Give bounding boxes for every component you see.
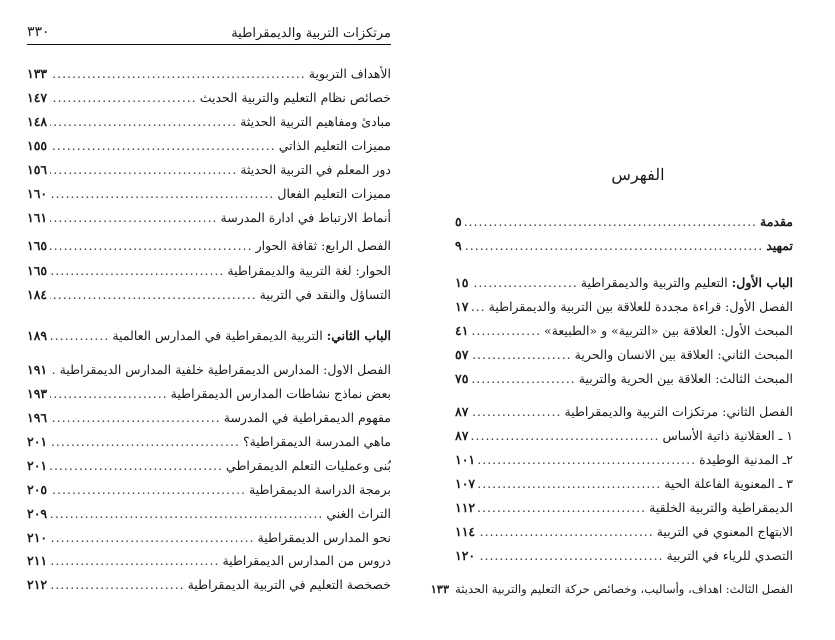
toc-entry	[27, 185, 391, 203]
leader-dots	[50, 409, 221, 427]
toc-entry	[455, 322, 793, 340]
toc-entry-page: ١٦٠	[27, 186, 48, 201]
toc-entry-page: ٢٠٩	[27, 506, 48, 521]
toc-entry	[27, 576, 391, 594]
toc-entry-page: ١٧	[455, 299, 469, 314]
toc-entry	[27, 89, 391, 107]
leader-dots	[50, 433, 240, 451]
toc-entry-page: ١٨٩	[27, 328, 48, 343]
header-rule	[27, 44, 391, 45]
toc-entry-page: ١٢٠	[455, 548, 476, 563]
toc-entry-page: ٩	[455, 238, 462, 253]
toc-entry-title: ١ ـ العقلانية ذاتية الأساس	[662, 428, 793, 443]
leader-dots	[471, 346, 571, 364]
toc-entry-title: أنماط الارتباط في ادارة المدرسة	[220, 210, 391, 225]
leader-dots	[50, 457, 223, 475]
toc-entry	[27, 286, 391, 304]
leader-dots	[465, 213, 757, 231]
toc-entry-title: برمجة الدراسة الديمقراطية	[249, 482, 391, 497]
leader-dots	[50, 237, 252, 255]
toc-entry-page: ١٤٧	[27, 90, 48, 105]
leader-dots	[50, 385, 168, 403]
toc-entry-title: الابتهاج المعنوي في التربية	[656, 524, 793, 539]
index-title: الفهرس	[611, 165, 665, 184]
leader-dots	[50, 185, 274, 203]
toc-entry-page: ٨٧	[455, 404, 469, 419]
leader-dots	[478, 523, 654, 541]
toc-entry-title: مقدمة	[760, 214, 793, 229]
leader-dots	[465, 237, 763, 255]
leader-dots	[471, 370, 575, 388]
leader-dots	[478, 547, 663, 565]
toc-entry-title: بُنى وعمليات التعلم الديمقراطي	[226, 458, 391, 473]
part-title: التربية الديمقراطية في المدارس العالمية	[112, 328, 327, 343]
toc-entry-page: ١١٤	[455, 524, 476, 539]
toc-entry-title: التساؤل والنقد في التربية	[259, 287, 391, 302]
toc-entry-title: ٣ ـ المعنوية الفاعلة الحية	[664, 476, 793, 491]
toc-entry	[27, 505, 391, 523]
leader-dots	[478, 451, 696, 469]
toc-entry-title: تمهيد	[766, 238, 793, 253]
toc-entry-title: ماهي المدرسة الديمقراطية؟	[242, 434, 391, 449]
toc-entry-page: ٢٠٥	[27, 482, 48, 497]
toc-entry-page: ١٦٥	[27, 263, 48, 278]
toc-entry	[455, 475, 793, 493]
toc-entry-title: الأهداف التربوية	[308, 66, 391, 81]
toc-entry-page: ٢١٠	[27, 530, 48, 545]
toc-entry	[27, 113, 391, 131]
toc-entry-title: المبحث الأول: العلاقة بين «التربية» و «الطبيعة»	[544, 323, 793, 338]
toc-entry-page: ١٩٦	[27, 410, 48, 425]
leader-dots	[471, 427, 659, 445]
toc-entry-page: ٢٠١	[27, 434, 48, 449]
toc-entry	[27, 481, 391, 499]
toc-entry	[455, 427, 793, 445]
toc-entry-title: الحوار: لغة التربية والديمقراطية	[227, 263, 391, 278]
toc-entry-page: ١٥	[455, 275, 469, 290]
toc-entry-title: بعض نماذج نشاطات المدارس الديمقراطية	[170, 386, 391, 401]
toc-entry-title: التراث الغني	[326, 506, 391, 521]
toc-entry-title: خصائص نظام التعليم والتربية الحديث	[199, 90, 391, 105]
toc-entry	[455, 298, 793, 316]
toc-entry-title: التصدي للرياء في التربية	[666, 548, 793, 563]
toc-entry-title: المبحث الثاني: العلاقة بين الانسان والحرية	[574, 347, 793, 362]
toc-entry-page: ١٩٣	[27, 386, 48, 401]
toc-entry	[27, 433, 391, 451]
toc-entry-page: ١٩١	[27, 362, 48, 377]
toc-entry	[455, 237, 793, 255]
toc-entry	[27, 529, 391, 547]
toc-entry-page: ١٦١	[27, 210, 48, 225]
toc-entry	[27, 361, 391, 379]
toc-entry-part	[455, 274, 793, 292]
toc-entry	[455, 523, 793, 541]
leader-dots	[471, 403, 561, 421]
leader-dots	[50, 529, 254, 547]
toc-entry-page: ٥	[455, 214, 462, 229]
toc-entry-title: مميزات التعليم الفعال	[277, 186, 391, 201]
toc-entry	[455, 451, 793, 469]
toc-entry-page: ١٦٥	[27, 238, 48, 253]
toc-entry	[27, 209, 391, 227]
toc-entry-title: دور المعلم في التربية الحديثة	[240, 162, 391, 177]
toc-entry	[430, 580, 793, 598]
toc-entry-page: ١٣٣	[430, 582, 450, 596]
part-label: الباب الأول:	[731, 275, 793, 290]
leader-dots	[50, 137, 276, 155]
toc-entry-page: ٥٧	[455, 347, 469, 362]
leader-dots	[50, 161, 237, 179]
toc-entry-title: الفصل الاول: المدارس الديمقراطية خلفية المدارس الديمقراطية	[59, 362, 391, 377]
toc-entry	[27, 137, 391, 155]
toc-entry	[455, 547, 793, 565]
toc-entry-title: مميزات التعليم الذاتي	[278, 138, 391, 153]
toc-entry-title: الفصل الثالث: اهداف، وأساليب، وخصائص حركة التعليم والتربية الحديثة	[455, 582, 793, 596]
leader-dots	[478, 499, 646, 517]
toc-entry	[455, 213, 793, 231]
leader-dots	[50, 552, 219, 570]
toc-entry-page: ١٨٤	[27, 287, 48, 302]
toc-entry-title: ٢ـ المدنية الوطيدة	[699, 452, 793, 467]
toc-entry-page: ٨٧	[455, 428, 469, 443]
toc-entry-page: ٢١١	[27, 553, 48, 568]
toc-entry-title: الفصل الأول: قراءة مجددة للعلاقة بين التربية والديمقراطية	[488, 299, 793, 314]
toc-entry	[455, 403, 793, 421]
leader-dots	[50, 113, 237, 131]
toc-entry-page: ١٠٧	[455, 476, 476, 491]
toc-entry	[27, 65, 391, 83]
toc-entry	[27, 552, 391, 570]
toc-entry	[27, 385, 391, 403]
toc-entry-title: الفصل الثاني: مرتكزات التربية والديمقراطية	[564, 404, 793, 419]
toc-entry-title: خصخصة التعليم في التربية الديمقراطية	[187, 577, 391, 592]
toc-entry	[455, 346, 793, 364]
toc-entry	[27, 457, 391, 475]
toc-entry-page: ٢٠١	[27, 458, 48, 473]
toc-entry-part	[27, 327, 391, 345]
toc-entry	[455, 499, 793, 517]
running-header	[27, 26, 391, 42]
toc-entry	[27, 409, 391, 427]
toc-entry-title: نحو المدارس الديمقراطية	[257, 530, 391, 545]
toc-entry-title: دروس من المدارس الديمقراطية	[222, 553, 391, 568]
leader-dots	[50, 327, 109, 345]
leader-dots	[50, 481, 246, 499]
leader-dots	[50, 286, 257, 304]
leader-dots	[471, 274, 577, 292]
leader-dots	[50, 505, 323, 523]
toc-entry-title: مبادئ ومفاهيم التربية الحديثة	[240, 114, 391, 129]
toc-entry-page: ٧٥	[455, 371, 469, 386]
leader-dots	[50, 89, 197, 107]
toc-entry-page: ٤١	[455, 323, 469, 338]
leader-dots	[471, 322, 541, 340]
toc-entry-page: ١٥٦	[27, 162, 48, 177]
toc-entry	[27, 161, 391, 179]
toc-entry-title	[112, 327, 391, 345]
toc-entry	[27, 262, 391, 280]
toc-entry-title: الفصل الرابع: ثقافة الحوار	[255, 238, 391, 253]
toc-entry-page: ١٥٥	[27, 138, 48, 153]
running-header-title: مرتكزات التربية والديمقراطية	[231, 26, 391, 41]
toc-entry-title	[581, 274, 793, 292]
toc-entry-page: ١٠١	[455, 452, 476, 467]
toc-entry-page: ١٣٣	[27, 66, 48, 81]
toc-entry-title: الديمقراطية والتربية الخلقية	[649, 500, 793, 515]
leader-dots	[50, 262, 224, 280]
leader-dots	[50, 65, 306, 83]
toc-entry	[455, 370, 793, 388]
toc-entry-page: ١١٢	[455, 500, 476, 515]
right-page	[418, 0, 835, 640]
page-number: ٣٣٠	[27, 24, 50, 40]
part-title: التعليم والتربية والديمقراطية	[580, 275, 732, 290]
toc-entry-page: ١٤٨	[27, 114, 48, 129]
toc-entry-title: مفهوم الديمقراطية في المدرسة	[223, 410, 391, 425]
leader-dots	[50, 209, 217, 227]
toc-entry-title: المبحث الثالث: العلاقة بين الحرية والتربية	[578, 371, 793, 386]
toc-entry	[27, 237, 391, 255]
part-label: الباب الثاني:	[326, 328, 391, 343]
leader-dots	[50, 361, 56, 379]
leader-dots	[478, 475, 661, 493]
leader-dots	[50, 576, 184, 594]
leader-dots	[471, 298, 485, 316]
toc-entry-page: ٢١٢	[27, 577, 48, 592]
